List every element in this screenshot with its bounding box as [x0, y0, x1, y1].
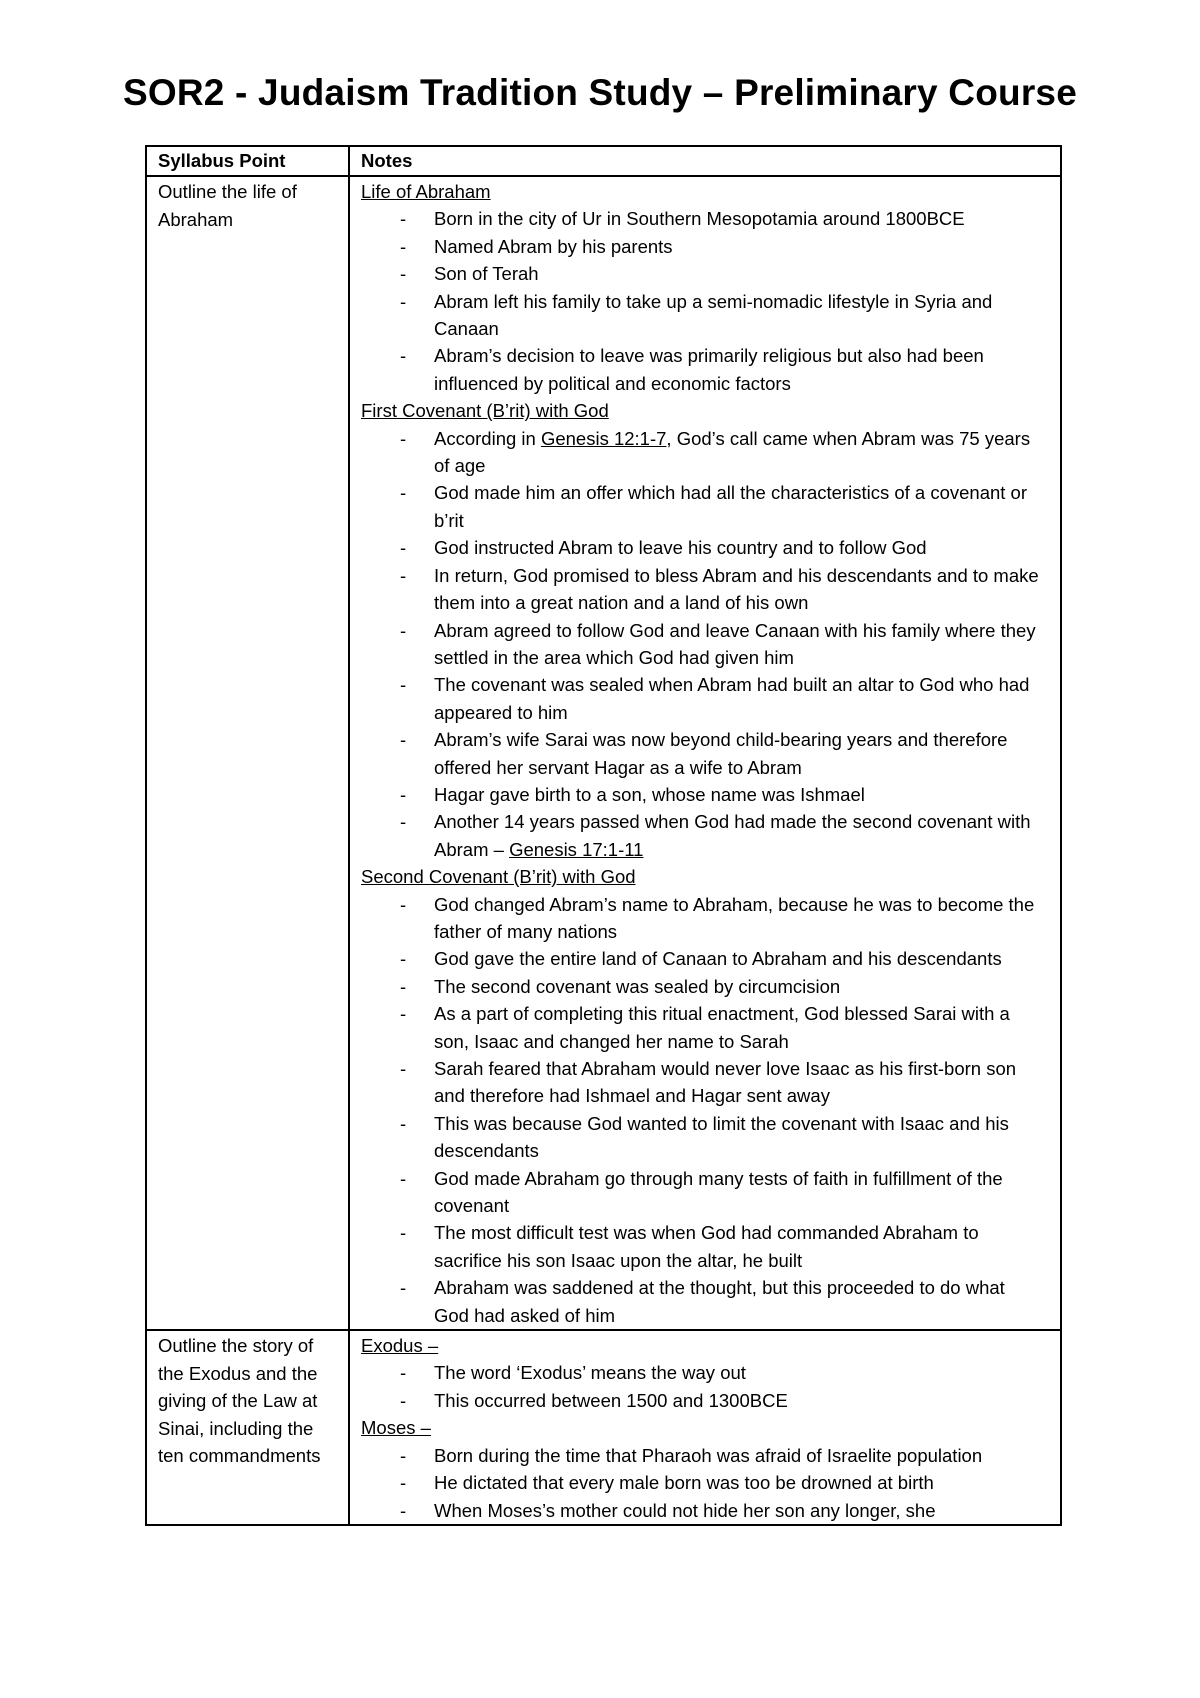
list-item: - God gave the entire land of Canaan to Abraham and his descendants: [361, 945, 1050, 972]
list-item: - God made him an offer which had all the characteristics of a covenant or b’rit: [361, 479, 1050, 534]
list-item: - This occurred between 1500 and 1300BCE: [361, 1387, 1050, 1414]
syllabus-point-abraham: Outline the life of Abraham: [146, 176, 349, 1330]
list-item: [361, 808, 1050, 863]
column-header-notes: Notes: [349, 146, 1061, 176]
section-heading: Moses –: [361, 1417, 431, 1439]
list-item: - God instructed Abram to leave his country and to follow God: [361, 534, 1050, 561]
page-title: SOR2 - Judaism Tradition Study – Preliminary Course: [123, 72, 1077, 113]
bullet-list: [361, 205, 1050, 397]
scripture-reference: Genesis 12:1-7: [540, 427, 667, 449]
column-header-syllabus-point: Syllabus Point: [146, 146, 349, 176]
section-heading: Second Covenant (B’rit) with God: [361, 866, 636, 888]
section-heading: Life of Abraham: [361, 181, 491, 202]
list-item: - God made Abraham go through many tests of faith in fulfillment of the covenant: [361, 1165, 1050, 1220]
section-heading: Exodus –: [361, 1335, 439, 1357]
syllabus-point-exodus: Outline the story of the Exodus and the giving of the Law at Sinai, including the ten commandments: [146, 1330, 349, 1525]
section-heading: First Covenant (B’rit) with God: [361, 400, 609, 422]
bullet-list: [361, 1359, 1050, 1414]
bullet-list: [361, 891, 1050, 1330]
text-segment: According in: [434, 427, 541, 449]
list-item: - This was because God wanted to limit the covenant with Isaac and his descendants: [361, 1110, 1050, 1165]
list-item: - Abraham was saddened at the thought, but this proceeded to do what God had asked of him: [361, 1274, 1050, 1329]
bullet-list: [361, 425, 1050, 864]
list-item: - Son of Terah: [361, 260, 1050, 287]
list-item: - As a part of completing this ritual enactment, God blessed Sarai with a son, Isaac and changed her name to Sarah: [361, 1000, 1050, 1055]
list-item: - Hagar gave birth to a son, whose name was Ishmael: [361, 781, 1050, 808]
list-item: - He dictated that every male born was too be drowned at birth: [361, 1469, 1050, 1496]
list-item: - Abram agreed to follow God and leave Canaan with his family where they settled in the area which God had given him: [361, 617, 1050, 672]
table-row: [146, 1330, 1061, 1525]
notes-content-clipped: [361, 1332, 1050, 1524]
text-segment: Another 14 years passed when God had made the second covenant with Abram –: [434, 811, 1031, 860]
list-item: - The second covenant was sealed by circumcision: [361, 973, 1050, 1000]
list-item: - In return, God promised to bless Abram and his descendants and to make them into a great nation and a land of his own: [361, 562, 1050, 617]
notes-exodus: [349, 1330, 1061, 1525]
list-item: - Abram left his family to take up a semi-nomadic lifestyle in Syria and Canaan: [361, 288, 1050, 343]
list-item: - The most difficult test was when God had commanded Abraham to sacrifice his son Isaac upon the altar, he built: [361, 1219, 1050, 1274]
bullet-list: [361, 1442, 1050, 1524]
list-item: - Born in the city of Ur in Southern Mesopotamia around 1800BCE: [361, 205, 1050, 232]
list-item: - When Moses’s mother could not hide her son any longer, she: [361, 1497, 1050, 1524]
list-item: - Abram’s decision to leave was primarily religious but also had been influenced by political and economic factors: [361, 342, 1050, 397]
text-segment: , God’s call came when Abram was 75 years of age: [434, 427, 1031, 477]
table-row: [146, 176, 1061, 1330]
table-header-row: [146, 146, 1061, 176]
notes-table: [145, 145, 1062, 1526]
list-item: - The word ‘Exodus’ means the way out: [361, 1359, 1050, 1386]
list-item: - The covenant was sealed when Abram had built an altar to God who had appeared to him: [361, 671, 1050, 726]
list-item: - Born during the time that Pharaoh was afraid of Israelite population: [361, 1442, 1050, 1469]
scripture-reference: Genesis 17:1-11: [509, 838, 644, 860]
list-item: - Abram’s wife Sarai was now beyond child-bearing years and therefore offered her servant Hagar as a wife to Abram: [361, 726, 1050, 781]
list-item: [361, 425, 1050, 480]
list-item: - Sarah feared that Abraham would never love Isaac as his first-born son and therefore had Ishmael and Hagar sent away: [361, 1055, 1050, 1110]
notes-abraham: [349, 176, 1061, 1330]
list-item: - Named Abram by his parents: [361, 233, 1050, 260]
list-item: - God changed Abram’s name to Abraham, because he was to become the father of many nations: [361, 891, 1050, 946]
